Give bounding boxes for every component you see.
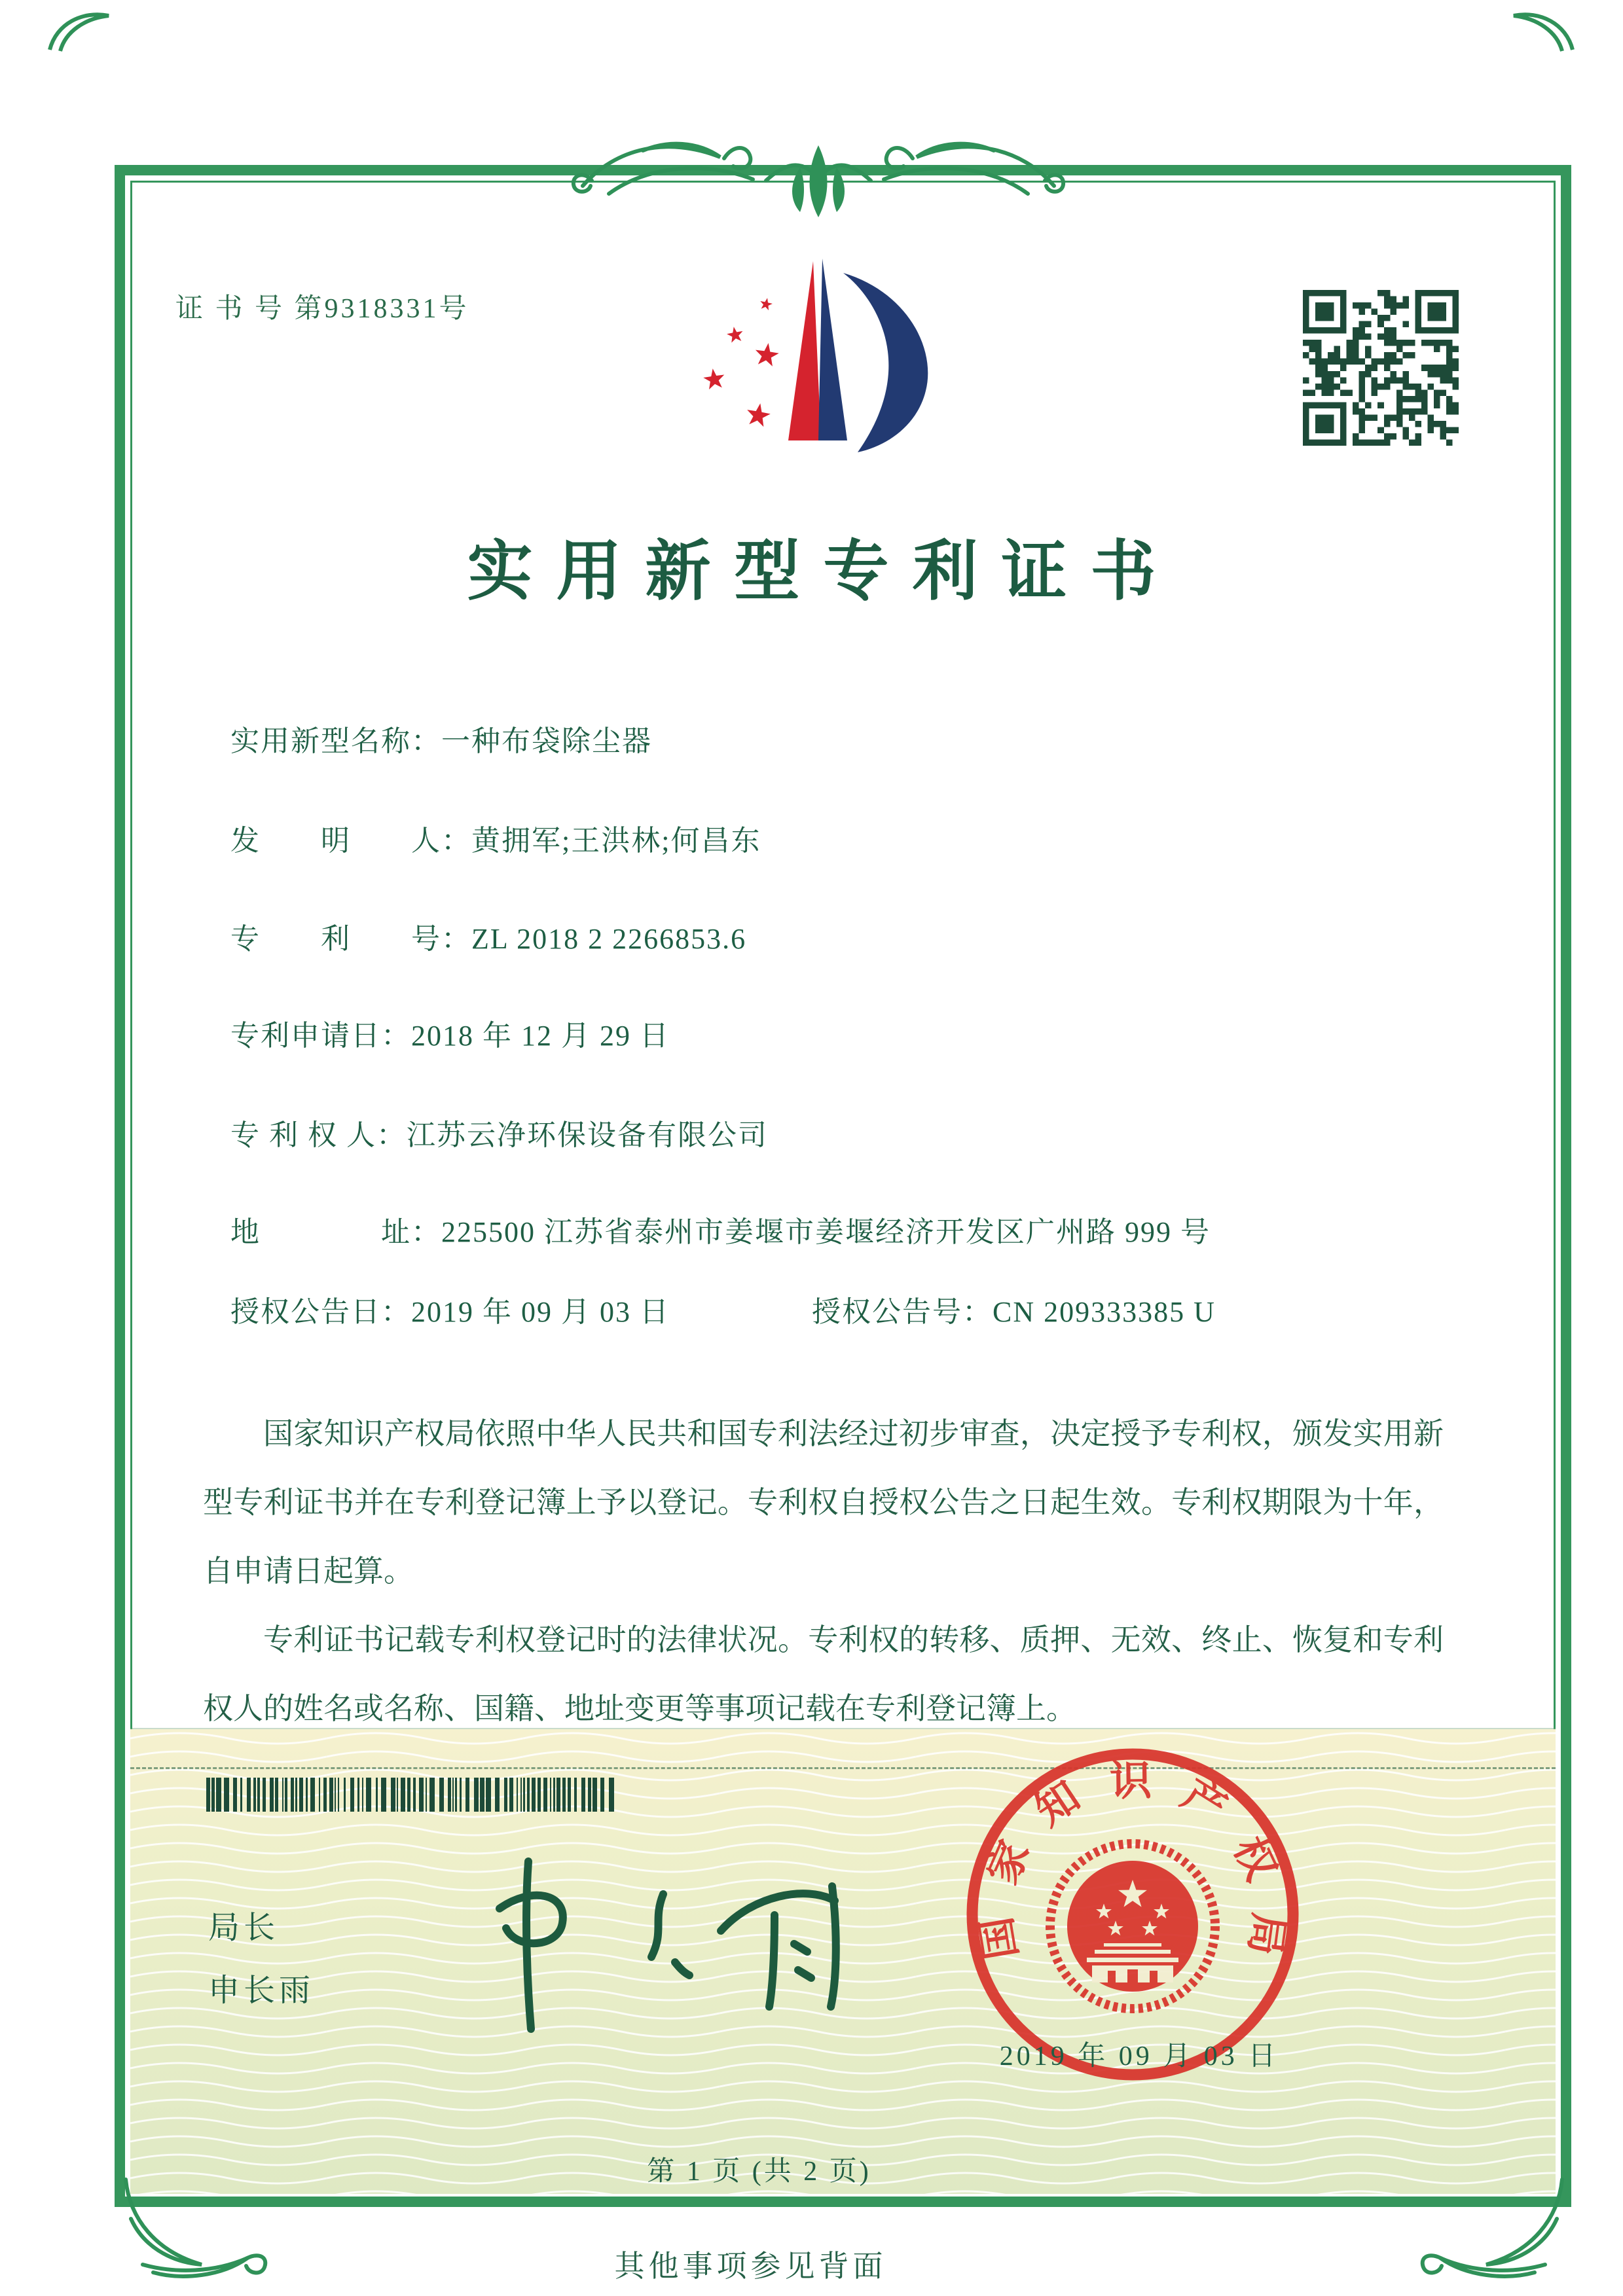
field-row-patentee <box>230 1111 768 1153</box>
legal-paragraph-1: 国家知识产权局依照中华人民共和国专利法经过初步审查，决定授予专利权，颁发实用新型专利证书并在专利登记簿上予以登记。专利权自授权公告之日起生效。专利权期限为十年，自申请日起算。 <box>203 1417 1444 1588</box>
cnipa-logo-icon <box>693 252 936 455</box>
grant-date-label: 授权公告日： <box>230 1296 411 1328</box>
field-row-patent-number <box>230 915 746 957</box>
top-left-corner-ornament-icon <box>43 4 115 56</box>
dashed-separator-line <box>130 1767 1556 1769</box>
seal-agency-text: 国家知识产权局 <box>973 1757 1293 1963</box>
qr-code <box>1303 290 1459 446</box>
field-row-address <box>230 1208 1211 1250</box>
top-right-corner-ornament-icon <box>1507 4 1579 56</box>
director-name-label: 申长雨 <box>208 1973 315 2008</box>
grant-date-value: 2019 年 09 月 03 日 <box>411 1296 670 1328</box>
field-row-inventors <box>230 817 761 859</box>
field-label: 专 利 号： <box>230 923 471 955</box>
field-label: 地 址： <box>230 1216 441 1248</box>
field-value: 2018 年 12 月 29 日 <box>411 1020 670 1052</box>
page-number: 第 1 页 (共 2 页) <box>647 2157 871 2187</box>
field-row-filing-date <box>230 1012 670 1054</box>
field-row-utility-name <box>230 717 652 759</box>
field-value: 黄拥军;王洪林;何昌东 <box>471 825 761 857</box>
certificate-number: 证 书 号 第9318331号 <box>175 294 469 324</box>
seal-date: 2019 年 09 月 03 日 <box>999 2041 1279 2072</box>
field-value: 江苏云净环保设备有限公司 <box>407 1119 768 1151</box>
field-row-grant <box>230 1288 1216 1330</box>
grant-no-label: 授权公告号： <box>812 1296 993 1328</box>
legal-body-text <box>203 1399 1444 1743</box>
field-value: 225500 江苏省泰州市姜堰市姜堰经济开发区广州路 999 号 <box>441 1216 1211 1248</box>
field-value: ZL 2018 2 2266853.6 <box>471 923 747 955</box>
national-emblem-icon <box>1050 1844 1215 2009</box>
field-label: 发 明 人： <box>230 825 471 857</box>
field-label: 专利申请日： <box>230 1020 411 1052</box>
field-label: 专 利 权 人： <box>230 1119 407 1151</box>
field-value: 一种布袋除尘器 <box>441 725 652 757</box>
barcode <box>206 1778 619 1812</box>
certificate-title: 实用新型专利证书 <box>467 535 1180 608</box>
director-title-label: 局长 <box>208 1910 280 1945</box>
director-signature <box>468 1857 861 2034</box>
grant-no-pair <box>812 1288 1216 1330</box>
field-label: 实用新型名称： <box>230 725 441 757</box>
grant-no-value: CN 209333385 U <box>993 1296 1216 1328</box>
footer-note: 其他事项参见背面 <box>614 2250 887 2283</box>
legal-paragraph-2: 专利证书记载专利权登记时的法律状况。专利权的转移、质押、无效、终止、恢复和专利权人的姓名或名称、国籍、地址变更等事项记载在专利登记簿上。 <box>203 1623 1444 1725</box>
